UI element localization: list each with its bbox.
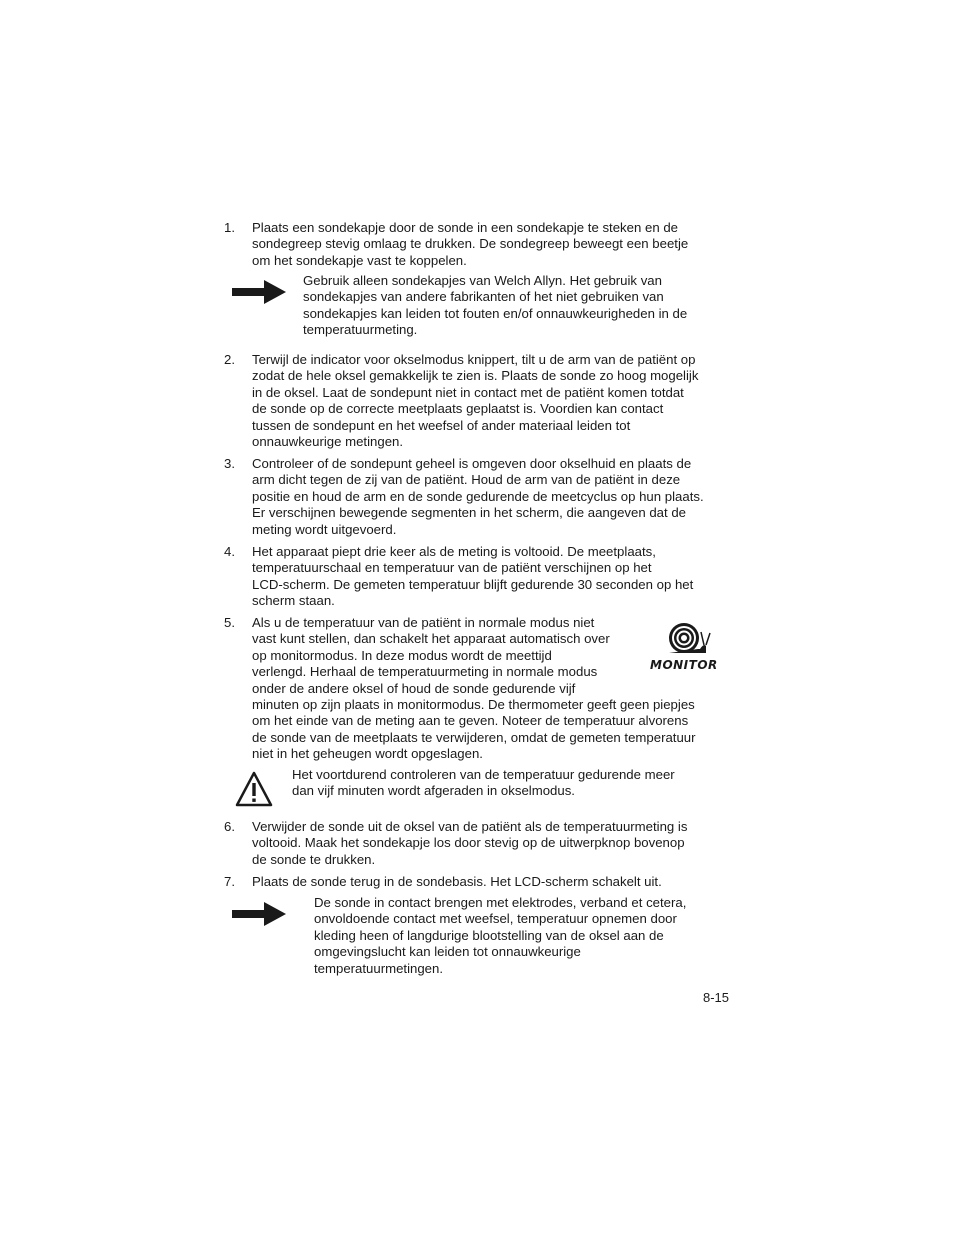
page-number: 8-15 bbox=[703, 990, 730, 1005]
step-3-number: 3. bbox=[224, 456, 235, 471]
note-contact: De sonde in contact brengen met elektrodes, verband et cetera, onvoldoende contact met weefsel, temperatuur opnemen door kleding heen of langdurige blootstelling van de oksel aan de omgevingslucht kan leiden tot onnauwkeurige temperatuurmetingen. bbox=[314, 895, 687, 976]
step-1-text: Plaats een sondekapje door de sonde in een sondekapje te steken en de sondegreep stevig omlaag te drukken. De sondegreep beweegt een beetje om het sondekapje vast te koppelen. bbox=[252, 220, 689, 268]
arrow-right-icon bbox=[232, 902, 286, 926]
warning-triangle-icon bbox=[235, 771, 273, 807]
step-6-text: Verwijder de sonde uit de oksel van de patiënt als de temperatuurmeting is voltooid. Maak het sondekapje los door stevig op de uitwerpknop bovenop de sonde te drukken. bbox=[252, 819, 688, 867]
note-welch-allyn: Gebruik alleen sondekapjes van Welch Allyn. Het gebruik van sondekapjes van andere fabrikanten of het niet gebruiken van sondekapjes kan leiden tot fouten en/of onnauwkeurigheden in de temperatuurmeting. bbox=[303, 273, 688, 338]
step-7-number: 7. bbox=[224, 874, 235, 889]
arrow-right-icon bbox=[232, 280, 286, 304]
step-5-number: 5. bbox=[224, 615, 235, 630]
step-2-text: Terwijl de indicator voor okselmodus knippert, tilt u de arm van de patiënt op zodat de hele oksel gemakkelijk te zien is. Plaats de sonde zo hoog mogelijk in de oksel. Laat de sondepunt niet in contact met de patiënt komen totdat de sonde op de correcte meetplaats geplaatst is. Voordien kan contact tussen de sondepunt en het weefsel of ander materiaal leiden tot onnauwkeurige metingen. bbox=[252, 352, 699, 450]
caution-text: Het voortdurend controleren van de temperatuur gedurende meer dan vijf minuten wordt afgeraden in okselmodus. bbox=[292, 767, 675, 799]
step-4-text: Het apparaat piept drie keer als de meting is voltooid. De meetplaats, temperatuurschaal en temperatuur van de patiënt verschijnen op het LCD-scherm. De gemeten temperatuur blijft gedurende 30 seconden op het scherm staan. bbox=[252, 544, 694, 609]
step-5-text-a: Als u de temperatuur van de patiënt in normale modus niet vast kunt stellen, dan schakelt het apparaat automatisch over op monitormodus. In deze modus wordt de meettijd verlengd. Herhaal de temperatuurmeting in normale modus onder de andere oksel of houd de sonde gedurende vijf bbox=[252, 615, 610, 696]
step-3-text: Controleer of de sondepunt geheel is omgeven door okselhuid en plaats de arm dicht tegen de zij van de patiënt. Houd de arm van de patiënt in deze positie en houd de arm en de sonde gedurende de meetcyclus op hun plaats. Er verschijnen bewegende segmenten in het scherm, die aangeven dat de meting wordt uitgevoerd. bbox=[252, 456, 704, 537]
step-6-number: 6. bbox=[224, 819, 235, 834]
step-5-text-b: minuten op zijn plaats in monitormodus. De thermometer geeft geen piepjes om het einde van de meting aan te geven. Noteer de temperatuur alvorens de sonde van de meetplaats te verwijderen, omdat de gemeten temperatuur niet in het geheugen wordt opgeslagen. bbox=[252, 697, 696, 762]
step-4-number: 4. bbox=[224, 544, 235, 559]
monitor-label: MONITOR bbox=[650, 658, 718, 672]
step-2-number: 2. bbox=[224, 352, 235, 367]
snail-icon bbox=[660, 621, 716, 657]
step-7-text: Plaats de sonde terug in de sondebasis. Het LCD-scherm schakelt uit. bbox=[252, 874, 662, 889]
step-1-number: 1. bbox=[224, 220, 235, 235]
